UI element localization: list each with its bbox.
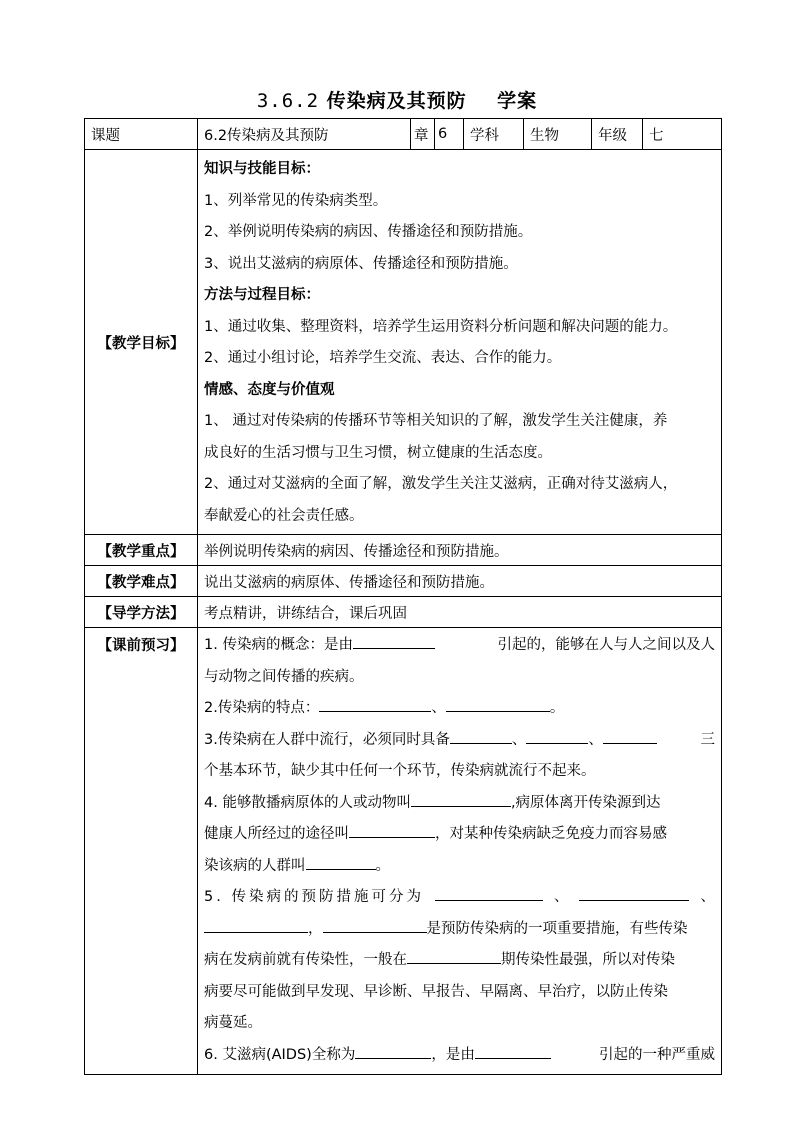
q2-blank-2[interactable] [446,693,550,712]
knowledge-item: 1、列举常见的传染病类型。 [204,192,388,209]
key-points-value: 举例说明传染病的病因、传播途径和预防措施。 [198,535,722,566]
q1-text-c: 与动物之间传播的疾病。 [204,668,364,685]
grade-label: 年级 [592,119,643,150]
subject-value: 生物 [524,119,592,150]
difficult-points-label: 【教学难点】 [85,566,198,597]
q3-sep-2: 、 [588,731,603,748]
knowledge-item: 3、说出艾滋病的病原体、传播途径和预防措施。 [204,255,518,272]
attitude-item-2-line-1: 2、通过对艾滋病的全面了解，激发学生关注艾滋病，正确对待艾滋病人， [204,476,678,492]
q3-text-a: 3.传染病在人群中流行，必须同时具备 [204,731,450,748]
q5-blank-3[interactable] [204,914,308,933]
q4-blank-2[interactable] [349,819,435,838]
attitude-heading: 情感、态度与价值观 [204,381,335,398]
title-number: 3.6.2 [256,90,320,112]
preview-label: 【课前预习】 [85,628,198,1075]
question-1-line-1 [204,630,715,662]
q6-text-a: 6. 艾滋病(AIDS)全称为 [204,1046,356,1063]
topic-label: 课题 [85,119,198,150]
q3-blank-1[interactable] [450,725,512,744]
q6-text-b: ，是由 [431,1046,475,1063]
title-suffix: 学案 [497,90,538,112]
knowledge-item: 2、举例说明传染病的病因、传播途径和预防措施。 [204,224,533,240]
q2-blank-1[interactable] [319,693,431,712]
q2-text-a: 2.传染病的特点： [204,700,320,716]
key-points-label: 【教学重点】 [85,535,198,566]
q6-blank-1[interactable] [355,1040,431,1059]
q3-blank-2[interactable] [526,725,588,744]
q2-sep: 、 [431,700,446,716]
subject-label: 学科 [464,119,524,150]
attitude-item-2-line-2: 奉献爱心的社会责任感。 [204,507,364,524]
objectives-content [198,150,722,535]
difficult-points-row [85,566,722,597]
q5-text-c: 病在发病前就有传染性，一般在 [204,952,407,968]
method-value: 考点精讲，讲练结合，课后巩固 [198,597,722,628]
q5-text-a: 5. 传染病的预防措施可分为 [204,889,424,905]
q1-text-b: 引起的，能够在人与人之间以及人 [497,637,715,653]
preview-row [85,628,722,1075]
topic-value: 6.2传染病及其预防 [198,119,411,150]
q5-text-f: 病蔓延。 [204,1015,262,1031]
q4-text-d: ，对某种传染病缺乏免疫力而容易感 [435,826,667,842]
q5-text-d: 期传染性最强，所以对传染 [501,952,675,968]
q2-end: 。 [549,700,565,716]
question-4-line-3 [204,851,715,883]
method-item: 1、通过收集、整理资料，培养学生运用资料分析问题和解决问题的能力。 [204,318,678,335]
objectives-label: 【教学目标】 [85,150,198,535]
attitude-item-1-line-1: 1、 通过对传染病的传播环节等相关知识的了解，激发学生关注健康，养 [204,413,668,429]
q6-text-c: 引起的一种严重威 [599,1046,715,1063]
difficult-points-value: 说出艾滋病的病原体、传播途径和预防措施。 [198,566,722,597]
method-item: 2、通过小组讨论，培养学生交流、表达、合作的能力。 [204,350,562,366]
q5-blank-1[interactable] [435,882,543,901]
chapter-label: 章 [411,119,435,150]
question-5-line-1 [204,882,715,914]
q3-end: 三 [700,731,715,748]
q5-blank-5[interactable] [407,945,501,964]
method-row [85,597,722,628]
question-5-line-3 [204,945,715,977]
q3-sep-1: 、 [511,731,527,748]
question-4-line-2 [204,819,715,851]
page-title [0,86,794,113]
q3-text-b: 个基本环节，缺少其中任何一个环节，传染病就流行不起来。 [204,763,596,779]
question-4-line-1 [204,788,715,820]
q5-blank-2[interactable] [579,882,689,901]
q4-text-a: 4. 能够散播病原体的人或动物叫 [204,794,411,811]
q1-text-a: 1. 传染病的概念：是由 [204,637,353,653]
q4-text-b: ,病原体离开传染源到达 [510,794,661,811]
q5-text-e: 病要尽可能做到早发现、早诊断、早报告、早隔离、早治疗，以防止传染 [204,983,668,1000]
q4-text-e: 染该病的人群叫 [204,857,306,874]
q4-text-c: 健康人所经过的途径叫 [204,826,349,842]
q4-blank-1[interactable] [411,788,511,807]
q6-blank-2[interactable] [475,1040,551,1059]
q4-end: 。 [375,857,390,874]
q5-sep-2: 、 [700,889,715,905]
key-points-row [85,535,722,566]
q5-text-b: 是预防传染病的一项重要措施，有些传染 [426,920,688,937]
attitude-item-1-line-2: 成良好的生活习惯与卫生习惯，树立健康的生活态度。 [204,444,552,461]
question-2 [204,693,715,725]
knowledge-heading: 知识与技能目标： [204,161,320,177]
q1-blank[interactable] [353,630,435,649]
title-name: 传染病及其预防 [326,90,467,112]
q4-blank-3[interactable] [306,851,376,870]
q3-blank-3[interactable] [603,725,657,744]
method-label: 【导学方法】 [85,597,198,628]
q5-sep-1: 、 [553,889,569,905]
q5-blank-4[interactable] [323,914,427,933]
question-5-line-2 [204,914,715,946]
lesson-plan-table [84,118,722,1075]
header-row [85,119,722,150]
chapter-value: 6 [435,119,464,150]
question-6-line-1 [204,1040,715,1074]
question-3-line-1 [204,725,715,757]
objectives-row [85,150,722,535]
grade-value: 七 [643,119,722,150]
method-heading: 方法与过程目标： [204,287,320,303]
preview-content [198,628,722,1075]
q5-comma: ， [308,920,323,937]
